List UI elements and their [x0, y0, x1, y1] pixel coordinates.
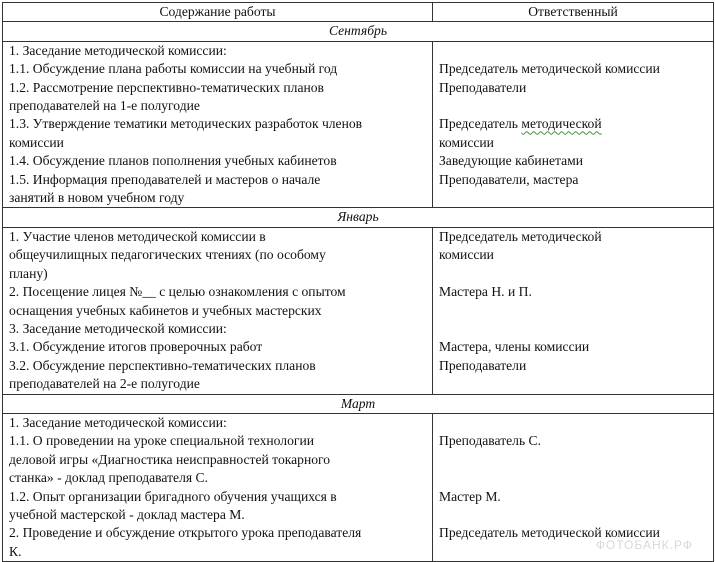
section-row [3, 41, 714, 208]
content-line: 1. Заседание методической комиссии: [9, 42, 227, 58]
responsible-line: Мастера, члены комиссии [439, 339, 590, 355]
content-line: занятий в новом учебном году [9, 190, 185, 206]
responsible-line: Заведующие кабинетами [439, 153, 584, 169]
work-plan-table [2, 2, 714, 562]
responsible-cell [433, 41, 714, 208]
watermark: ФОТОБАНК.РФ [595, 537, 693, 552]
content-line: плану) [9, 265, 48, 281]
content-line: 1.2. Рассмотрение перспективно-тематических планов [9, 79, 324, 95]
month-heading: Март [3, 394, 714, 413]
content-line: 2. Проведение и обсуждение открытого урока преподавателя [9, 525, 362, 541]
content-line: 1. Заседание методической комиссии: [9, 414, 227, 430]
content-line: К. [9, 543, 22, 559]
responsible-line: Мастера Н. и П. [439, 284, 532, 300]
content-line: комиссии [9, 134, 64, 150]
content-cell [3, 41, 433, 208]
content-line: 3.2. Обсуждение перспективно-тематических планов [9, 357, 316, 373]
month-row [3, 208, 714, 227]
content-line: 1.3. Утверждение тематики методических разработок членов [9, 116, 363, 132]
responsible-line: Преподаватели, мастера [439, 171, 579, 187]
responsible-line: Преподаватель С. [439, 433, 542, 449]
responsible-line: Преподаватели [439, 79, 527, 95]
content-cell [3, 227, 433, 394]
content-line: 1.1. Обсуждение плана работы комиссии на учебный год [9, 61, 338, 77]
responsible-cell [433, 227, 714, 394]
table-header-row [3, 3, 714, 22]
responsible-line [439, 301, 707, 319]
content-line: 1.1. О проведении на уроке специальной технологии [9, 433, 314, 449]
content-line: 3.1. Обсуждение итогов проверочных работ [9, 339, 263, 355]
responsible-line: Преподаватели [439, 357, 527, 373]
content-line: оснащения учебных кабинетов и учебных мастерских [9, 302, 322, 318]
content-line: учебной мастерской - доклад мастера М. [9, 506, 245, 522]
responsible-line [439, 414, 707, 432]
content-line: общеучилищных педагогических чтениях (по особому [9, 247, 326, 263]
content-line: деловой игры «Диагностика неисправностей токарного [9, 451, 331, 467]
responsible-line [439, 97, 707, 115]
content-line: преподавателей на 1-е полугодие [9, 98, 200, 114]
content-line: 1.5. Информация преподавателей и мастеров о начале [9, 171, 321, 187]
content-line: 1. Участие членов методической комиссии в [9, 228, 266, 244]
content-line: 1.4. Обсуждение планов пополнения учебных кабинетов [9, 153, 337, 169]
month-heading: Сентябрь [3, 22, 714, 41]
responsible-line: Мастер М. [439, 488, 501, 504]
responsible-line: комиссии [439, 247, 494, 263]
responsible-line [439, 189, 707, 207]
responsible-line: Председатель методической [439, 116, 602, 132]
responsible-line: Председатель методической комиссии [439, 61, 660, 77]
content-cell [3, 413, 433, 561]
content-line: преподавателей на 2-е полугодие [9, 376, 200, 392]
section-row [3, 227, 714, 394]
responsible-line [439, 320, 707, 338]
content-line: 1.2. Опыт организации бригадного обучения учащихся в [9, 488, 337, 504]
responsible-line [439, 265, 707, 283]
content-line: 2. Посещение лицея №__ с целью ознакомления с опытом [9, 284, 346, 300]
responsible-line: Председатель методической комиссии [439, 525, 660, 541]
responsible-line: Председатель методической [439, 228, 602, 244]
content-line: 3. Заседание методической комиссии: [9, 320, 227, 336]
responsible-line [439, 451, 707, 469]
header-content: Содержание работы [3, 3, 433, 22]
work-plan-document [2, 2, 713, 562]
responsible-line: комиссии [439, 134, 494, 150]
responsible-line [439, 506, 707, 524]
month-row [3, 394, 714, 413]
content-line: станка» - доклад преподавателя С. [9, 470, 208, 486]
month-row [3, 22, 714, 41]
month-heading: Январь [3, 208, 714, 227]
header-responsible: Ответственный [433, 3, 714, 22]
responsible-line [439, 469, 707, 487]
responsible-line [439, 375, 707, 393]
responsible-line [439, 42, 707, 60]
table-body [3, 22, 714, 562]
